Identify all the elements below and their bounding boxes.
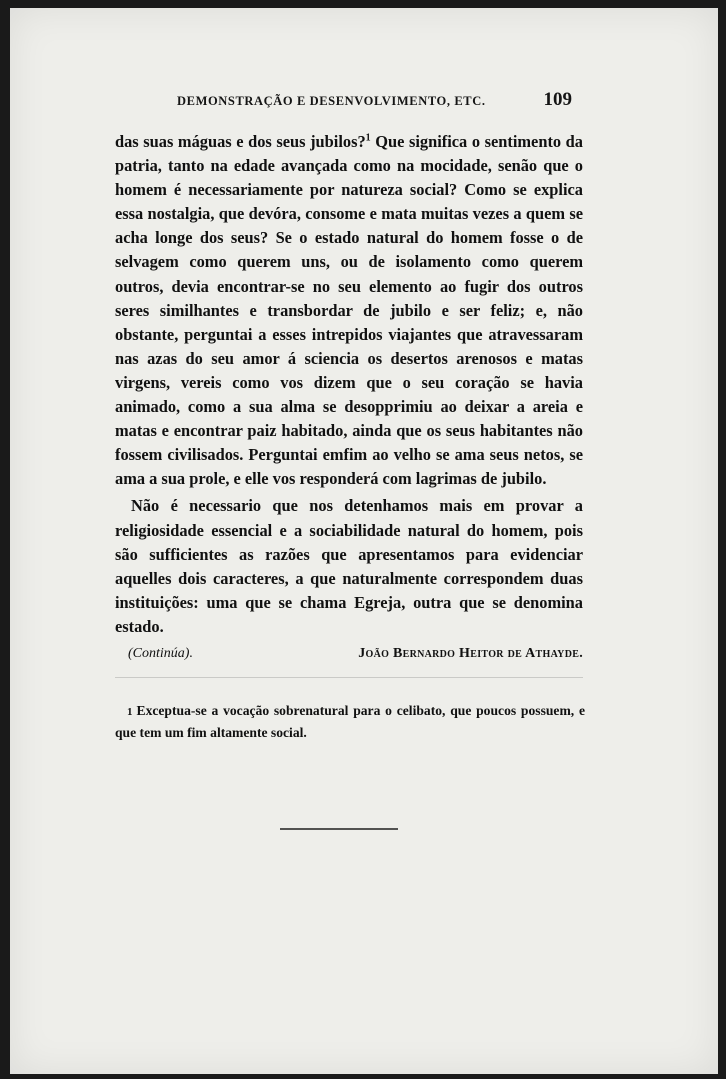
footnote-divider — [115, 677, 583, 678]
author-signature: João Bernardo Heitor de Athayde. — [358, 646, 583, 661]
page-number: 109 — [543, 89, 572, 110]
main-text — [115, 130, 583, 639]
paragraph-1 — [115, 130, 583, 491]
paragraph-1-continued: Que significa o sentimento da patria, tanto na edade avançada como na mocidade, senão que o homem é necessariamente por natureza social? Como se explica essa nostalgia, que devóra, consome e mata muitas vezes a quem se acha longe dos seus? Se o estado natural do homem fosse o de selvagem como querem uns, ou de isolamento como querem outros, devia encontrar-se no seu elemento ao fugir dos outros seres similhantes e transbordar de jubilo e ser feliz; e, não obstante, perguntai a esses intrepidos viajantes que atravessaram nas azas do seu amor á sciencia os desertos arenosos e matas virgens, vereis como vos dizem que o seu coração se havia animado, como a sua alma se desopprimiu ao deixar a areia e matas e encontrar paiz habitado, ainda que os seus habitantes não fossem civilisados. Perguntai emfim ao velho se ama seus netos, se ama a sua prole, e elle vos responderá com lagrimas de jubilo. — [115, 132, 583, 489]
footnote-mark: 1 — [127, 706, 133, 718]
page-header — [177, 89, 572, 111]
signature-line — [128, 646, 583, 662]
footnote-reference: 1 — [365, 132, 371, 144]
separator-rule — [280, 828, 398, 830]
footnote — [115, 701, 585, 742]
footnote-text: Exceptua-se a vocação sobrenatural para o celibato, que poucos possuem, e que tem um fim altamente social. — [115, 703, 585, 740]
continua-note: (Continúa). — [128, 646, 193, 661]
paragraph-1-start: das suas máguas e dos seus jubilos? — [115, 132, 366, 151]
paragraph-2: Não é necessario que nos detenhamos mais em provar a religiosidade essencial e a sociabilidade natural do homem, pois são sufficientes as razões que apresentamos para evidenciar aquelles dois caracteres, a que naturalmente correspondem duas instituições: uma que se chama Egreja, outra que se denomina estado. — [115, 496, 583, 636]
running-title: DEMONSTRAÇÃO E DESENVOLVIMENTO, ETC. — [177, 94, 486, 108]
book-page — [10, 8, 718, 1074]
